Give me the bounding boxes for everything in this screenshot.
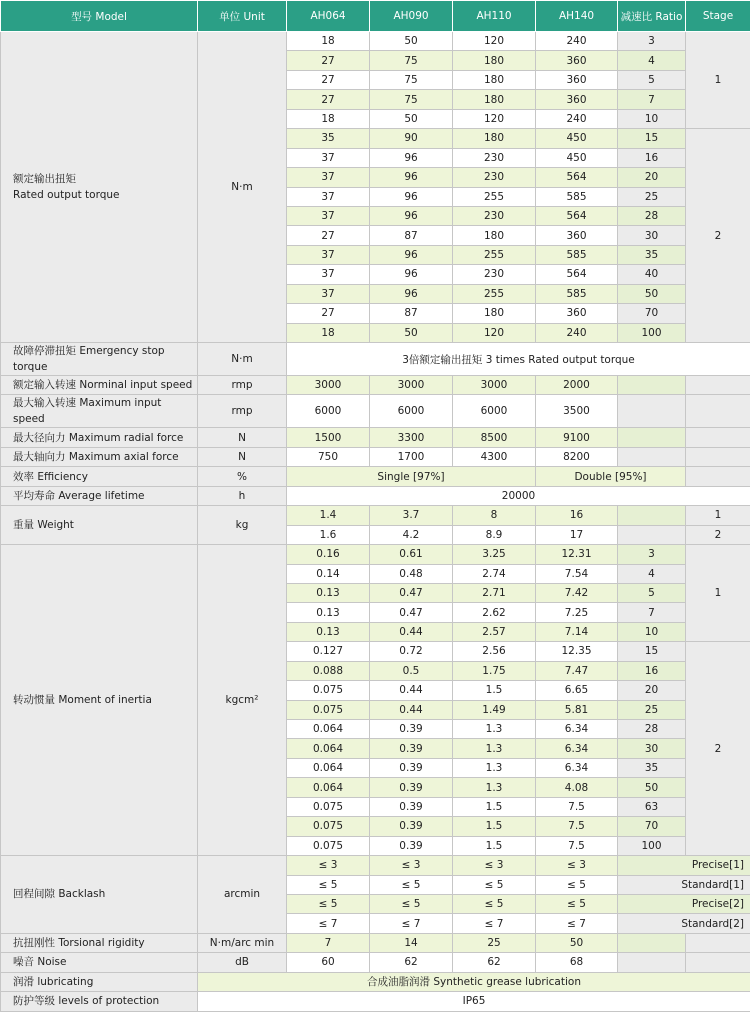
emergency-row [1, 343, 750, 376]
value-cell: 7.5 [536, 797, 618, 816]
value-cell: 37 [287, 168, 370, 187]
value-cell: 585 [536, 187, 618, 206]
value-cell: 27 [287, 51, 370, 70]
value-cell: 6.34 [536, 739, 618, 758]
value-cell: ≤ 5 [370, 894, 453, 913]
value-cell: 1700 [370, 447, 453, 466]
value-cell: 564 [536, 206, 618, 225]
value-cell: 0.075 [287, 836, 370, 855]
ratio-cell: 15 [618, 642, 686, 661]
value-cell: 96 [370, 265, 453, 284]
value-cell: 1.3 [453, 758, 536, 777]
value-cell: ≤ 5 [453, 875, 536, 894]
value-cell: ≤ 5 [536, 875, 618, 894]
row-label-cn: 额定输出扭矩 [13, 171, 193, 187]
value-cell: 0.127 [287, 642, 370, 661]
value-cell: 0.39 [370, 758, 453, 777]
value-cell: 1.3 [453, 778, 536, 797]
value-cell: ≤ 7 [287, 914, 370, 933]
torque-unit: N·m [198, 32, 287, 343]
ratio-cell: 100 [618, 836, 686, 855]
ratio-cell: 7 [618, 603, 686, 622]
value-cell: 7.5 [536, 817, 618, 836]
weight-row [1, 506, 750, 525]
ratio-cell: 15 [618, 129, 686, 148]
stage-cell: 2 [686, 642, 750, 856]
ratio-cell: 50 [618, 284, 686, 303]
value-cell: 564 [536, 168, 618, 187]
value-cell: ≤ 3 [453, 856, 536, 875]
emergency-value: 3倍额定输出扭矩 3 times Rated output torque [287, 343, 750, 376]
header-cell: 单位 Unit [198, 1, 287, 32]
inertia-unit: kgcm² [198, 545, 287, 856]
value-cell: 37 [287, 265, 370, 284]
ratio-cell: 50 [618, 778, 686, 797]
value-cell: 255 [453, 245, 536, 264]
value-cell: 230 [453, 265, 536, 284]
ratio-cell [618, 428, 686, 447]
value-cell: 0.13 [287, 622, 370, 641]
value-cell: 0.39 [370, 817, 453, 836]
noise-label: 噪音 Noise [1, 953, 198, 972]
radial-force-label: 最大径向力 Maximum radial force [1, 428, 198, 447]
value-cell: 360 [536, 304, 618, 323]
value-cell: 37 [287, 187, 370, 206]
value-cell: 180 [453, 304, 536, 323]
value-cell: 18 [287, 323, 370, 342]
max-speed-row [1, 395, 750, 428]
stage-cell: 2 [686, 129, 750, 343]
value-cell: 360 [536, 90, 618, 109]
value-cell: 360 [536, 70, 618, 89]
stage-cell [686, 395, 750, 428]
weight-unit: kg [198, 506, 287, 545]
value-cell: 96 [370, 245, 453, 264]
value-cell: 1.49 [453, 700, 536, 719]
lubricating-label: 润滑 lubricating [1, 972, 198, 991]
value-cell: 0.39 [370, 778, 453, 797]
backlash-grade: Precise[1] [618, 856, 750, 875]
value-cell: 240 [536, 32, 618, 51]
ratio-cell: 3 [618, 32, 686, 51]
ratio-cell: 100 [618, 323, 686, 342]
header-cell: Stage [686, 1, 750, 32]
value-cell: 27 [287, 226, 370, 245]
value-cell: 180 [453, 51, 536, 70]
value-cell: 37 [287, 148, 370, 167]
value-cell: 180 [453, 70, 536, 89]
value-cell: 585 [536, 245, 618, 264]
value-cell: 9100 [536, 428, 618, 447]
value-cell: ≤ 5 [370, 875, 453, 894]
value-cell: 6000 [453, 395, 536, 428]
value-cell: 120 [453, 109, 536, 128]
ratio-cell: 16 [618, 148, 686, 167]
value-cell: 35 [287, 129, 370, 148]
value-cell: 14 [370, 933, 453, 952]
value-cell: 230 [453, 168, 536, 187]
stage-cell [686, 933, 750, 952]
ratio-cell: 4 [618, 564, 686, 583]
ratio-cell [618, 395, 686, 428]
value-cell: 1.5 [453, 681, 536, 700]
ratio-cell: 3 [618, 545, 686, 564]
value-cell: 7 [287, 933, 370, 952]
value-cell: 96 [370, 168, 453, 187]
value-cell: ≤ 5 [287, 894, 370, 913]
value-cell: 750 [287, 447, 370, 466]
value-cell: ≤ 7 [370, 914, 453, 933]
ratio-cell [618, 506, 686, 525]
row-label-en: Rated output torque [13, 187, 193, 203]
value-cell: 0.064 [287, 739, 370, 758]
value-cell: 3.25 [453, 545, 536, 564]
torsional-rigidity-label: 抗扭刚性 Torsional rigidity [1, 933, 198, 952]
value-cell: 2.62 [453, 603, 536, 622]
backlash-label: 回程间隙 Backlash [1, 856, 198, 934]
value-cell: 0.075 [287, 797, 370, 816]
efficiency-row [1, 467, 750, 486]
value-cell: 0.064 [287, 720, 370, 739]
value-cell: 0.075 [287, 700, 370, 719]
value-cell: 75 [370, 51, 453, 70]
value-cell: 240 [536, 109, 618, 128]
value-cell: 2000 [536, 376, 618, 395]
ratio-cell [618, 376, 686, 395]
value-cell: 585 [536, 284, 618, 303]
protection-row [1, 992, 750, 1011]
value-cell: 18 [287, 32, 370, 51]
ratio-cell: 28 [618, 206, 686, 225]
header-cell: AH140 [536, 1, 618, 32]
value-cell: ≤ 5 [287, 875, 370, 894]
noise-unit: dB [198, 953, 287, 972]
value-cell: 255 [453, 284, 536, 303]
ratio-cell: 7 [618, 90, 686, 109]
lubricating-value: 合成油脂润滑 Synthetic grease lubrication [198, 972, 750, 991]
ratio-cell: 20 [618, 681, 686, 700]
value-cell: 360 [536, 226, 618, 245]
ratio-cell: 30 [618, 739, 686, 758]
value-cell: 50 [536, 933, 618, 952]
lifetime-unit: h [198, 486, 287, 505]
protection-label: 防护等级 levels of protection [1, 992, 198, 1011]
value-cell: 50 [370, 323, 453, 342]
efficiency-unit: % [198, 467, 287, 486]
value-cell: 25 [453, 933, 536, 952]
value-cell: 8 [453, 506, 536, 525]
value-cell: 0.39 [370, 836, 453, 855]
value-cell: 1.3 [453, 720, 536, 739]
value-cell: 1500 [287, 428, 370, 447]
value-cell: 360 [536, 51, 618, 70]
value-cell: 180 [453, 90, 536, 109]
value-cell: 0.13 [287, 583, 370, 602]
value-cell: 87 [370, 226, 453, 245]
ratio-cell: 25 [618, 187, 686, 206]
value-cell: 1.6 [287, 525, 370, 544]
ratio-cell: 40 [618, 265, 686, 284]
header-row [1, 1, 750, 32]
value-cell: 8500 [453, 428, 536, 447]
backlash-row [1, 856, 750, 875]
value-cell: 3000 [453, 376, 536, 395]
nominal-speed-label: 额定输入转速 Norminal input speed [1, 376, 198, 395]
value-cell: 0.075 [287, 817, 370, 836]
axial-force-row [1, 447, 750, 466]
value-cell: 6.34 [536, 758, 618, 777]
value-cell: 180 [453, 226, 536, 245]
value-cell: 6.65 [536, 681, 618, 700]
value-cell: 27 [287, 70, 370, 89]
torque-row [1, 32, 750, 51]
value-cell: 4300 [453, 447, 536, 466]
lifetime-label: 平均寿命 Average lifetime [1, 486, 198, 505]
header-cell: AH090 [370, 1, 453, 32]
value-cell: 75 [370, 90, 453, 109]
torsional-rigidity-unit: N·m/arc min [198, 933, 287, 952]
value-cell: 1.3 [453, 739, 536, 758]
value-cell: 240 [536, 323, 618, 342]
stage-cell: 1 [686, 506, 750, 525]
value-cell: ≤ 7 [536, 914, 618, 933]
value-cell: 0.088 [287, 661, 370, 680]
emergency-label: 故障停滞扭矩 Emergency stop torque [1, 343, 198, 376]
value-cell: 0.075 [287, 681, 370, 700]
ratio-cell: 10 [618, 109, 686, 128]
value-cell: 3300 [370, 428, 453, 447]
backlash-unit: arcmin [198, 856, 287, 934]
ratio-cell: 20 [618, 168, 686, 187]
value-cell: 2.57 [453, 622, 536, 641]
lubricating-row [1, 972, 750, 991]
ratio-cell: 70 [618, 817, 686, 836]
value-cell: 62 [453, 953, 536, 972]
value-cell: 0.48 [370, 564, 453, 583]
value-cell: 0.39 [370, 739, 453, 758]
radial-force-unit: N [198, 428, 287, 447]
value-cell: 0.064 [287, 778, 370, 797]
stage-cell: 2 [686, 525, 750, 544]
radial-force-row [1, 428, 750, 447]
value-cell: 0.61 [370, 545, 453, 564]
efficiency-single: Single [97%] [287, 467, 536, 486]
header-cell: 减速比 Ratio [618, 1, 686, 32]
value-cell: ≤ 7 [453, 914, 536, 933]
value-cell: 450 [536, 129, 618, 148]
value-cell: 7.54 [536, 564, 618, 583]
value-cell: 37 [287, 206, 370, 225]
value-cell: 1.5 [453, 836, 536, 855]
value-cell: 75 [370, 70, 453, 89]
value-cell: 7.5 [536, 836, 618, 855]
max-speed-label: 最大输入转速 Maximum input speed [1, 395, 198, 428]
spec-table-body [1, 32, 750, 1012]
value-cell: 230 [453, 148, 536, 167]
ratio-cell: 25 [618, 700, 686, 719]
stage-cell [686, 428, 750, 447]
value-cell: 3000 [370, 376, 453, 395]
value-cell: 0.44 [370, 700, 453, 719]
lifetime-value: 20000 [287, 486, 750, 505]
nominal-speed-row [1, 376, 750, 395]
value-cell: 0.47 [370, 603, 453, 622]
value-cell: 1.5 [453, 797, 536, 816]
value-cell: 4.2 [370, 525, 453, 544]
value-cell: 564 [536, 265, 618, 284]
value-cell: 2.56 [453, 642, 536, 661]
value-cell: 8.9 [453, 525, 536, 544]
value-cell: 1.4 [287, 506, 370, 525]
header-cell: AH110 [453, 1, 536, 32]
backlash-grade: Standard[2] [618, 914, 750, 933]
value-cell: 1.75 [453, 661, 536, 680]
efficiency-double: Double [95%] [536, 467, 686, 486]
ratio-cell: 30 [618, 226, 686, 245]
value-cell: ≤ 5 [453, 894, 536, 913]
ratio-cell: 35 [618, 758, 686, 777]
value-cell: 12.31 [536, 545, 618, 564]
ratio-cell: 5 [618, 583, 686, 602]
value-cell: 180 [453, 129, 536, 148]
value-cell: 8200 [536, 447, 618, 466]
value-cell: 96 [370, 206, 453, 225]
value-cell: 6000 [287, 395, 370, 428]
value-cell: 5.81 [536, 700, 618, 719]
axial-force-label: 最大轴向力 Maximum axial force [1, 447, 198, 466]
value-cell: 3500 [536, 395, 618, 428]
value-cell: 450 [536, 148, 618, 167]
value-cell: 0.72 [370, 642, 453, 661]
value-cell: 0.44 [370, 622, 453, 641]
value-cell: ≤ 5 [536, 894, 618, 913]
stage-cell [686, 467, 750, 486]
value-cell: ≤ 3 [370, 856, 453, 875]
value-cell: 120 [453, 32, 536, 51]
stage-cell [686, 953, 750, 972]
stage-cell: 1 [686, 32, 750, 129]
value-cell: 3000 [287, 376, 370, 395]
weight-label: 重量 Weight [1, 506, 198, 545]
stage-cell [686, 376, 750, 395]
backlash-grade: Precise[2] [618, 894, 750, 913]
value-cell: 255 [453, 187, 536, 206]
value-cell: 96 [370, 187, 453, 206]
value-cell: 37 [287, 284, 370, 303]
value-cell: 90 [370, 129, 453, 148]
value-cell: 7.42 [536, 583, 618, 602]
ratio-cell: 5 [618, 70, 686, 89]
value-cell: 37 [287, 245, 370, 264]
value-cell: 27 [287, 304, 370, 323]
emergency-unit: N·m [198, 343, 287, 376]
value-cell: 0.39 [370, 720, 453, 739]
nominal-speed-unit: rmp [198, 376, 287, 395]
value-cell: 0.5 [370, 661, 453, 680]
ratio-cell: 35 [618, 245, 686, 264]
value-cell: 68 [536, 953, 618, 972]
value-cell: 0.13 [287, 603, 370, 622]
ratio-cell [618, 933, 686, 952]
value-cell: 7.47 [536, 661, 618, 680]
value-cell: 17 [536, 525, 618, 544]
protection-value: IP65 [198, 992, 750, 1011]
value-cell: 18 [287, 109, 370, 128]
value-cell: 12.35 [536, 642, 618, 661]
ratio-cell: 28 [618, 720, 686, 739]
backlash-grade: Standard[1] [618, 875, 750, 894]
value-cell: 120 [453, 323, 536, 342]
value-cell: 0.44 [370, 681, 453, 700]
inertia-row [1, 545, 750, 564]
value-cell: 96 [370, 148, 453, 167]
efficiency-label: 效率 Efficiency [1, 467, 198, 486]
value-cell: 87 [370, 304, 453, 323]
value-cell: 7.25 [536, 603, 618, 622]
lifetime-row [1, 486, 750, 505]
inertia-label: 转动惯量 Moment of inertia [1, 545, 198, 856]
noise-row [1, 953, 750, 972]
value-cell: 0.47 [370, 583, 453, 602]
stage-cell: 1 [686, 545, 750, 642]
ratio-cell: 4 [618, 51, 686, 70]
value-cell: ≤ 3 [536, 856, 618, 875]
value-cell: 4.08 [536, 778, 618, 797]
ratio-cell [618, 525, 686, 544]
ratio-cell: 10 [618, 622, 686, 641]
value-cell: 6000 [370, 395, 453, 428]
value-cell: ≤ 3 [287, 856, 370, 875]
ratio-cell [618, 953, 686, 972]
value-cell: 0.064 [287, 758, 370, 777]
value-cell: 3.7 [370, 506, 453, 525]
value-cell: 50 [370, 109, 453, 128]
value-cell: 50 [370, 32, 453, 51]
value-cell: 7.14 [536, 622, 618, 641]
ratio-cell: 70 [618, 304, 686, 323]
value-cell: 0.39 [370, 797, 453, 816]
ratio-cell [618, 447, 686, 466]
value-cell: 62 [370, 953, 453, 972]
torque-label [1, 32, 198, 343]
value-cell: 16 [536, 506, 618, 525]
value-cell: 27 [287, 90, 370, 109]
max-speed-unit: rmp [198, 395, 287, 428]
value-cell: 230 [453, 206, 536, 225]
header-cell: 型号 Model [1, 1, 198, 32]
value-cell: 0.14 [287, 564, 370, 583]
ratio-cell: 16 [618, 661, 686, 680]
stage-cell [686, 447, 750, 466]
value-cell: 60 [287, 953, 370, 972]
value-cell: 96 [370, 284, 453, 303]
value-cell: 2.74 [453, 564, 536, 583]
value-cell: 0.16 [287, 545, 370, 564]
header-cell: AH064 [287, 1, 370, 32]
value-cell: 2.71 [453, 583, 536, 602]
ratio-cell: 63 [618, 797, 686, 816]
axial-force-unit: N [198, 447, 287, 466]
torsional-rigidity-row [1, 933, 750, 952]
value-cell: 1.5 [453, 817, 536, 836]
value-cell: 6.34 [536, 720, 618, 739]
